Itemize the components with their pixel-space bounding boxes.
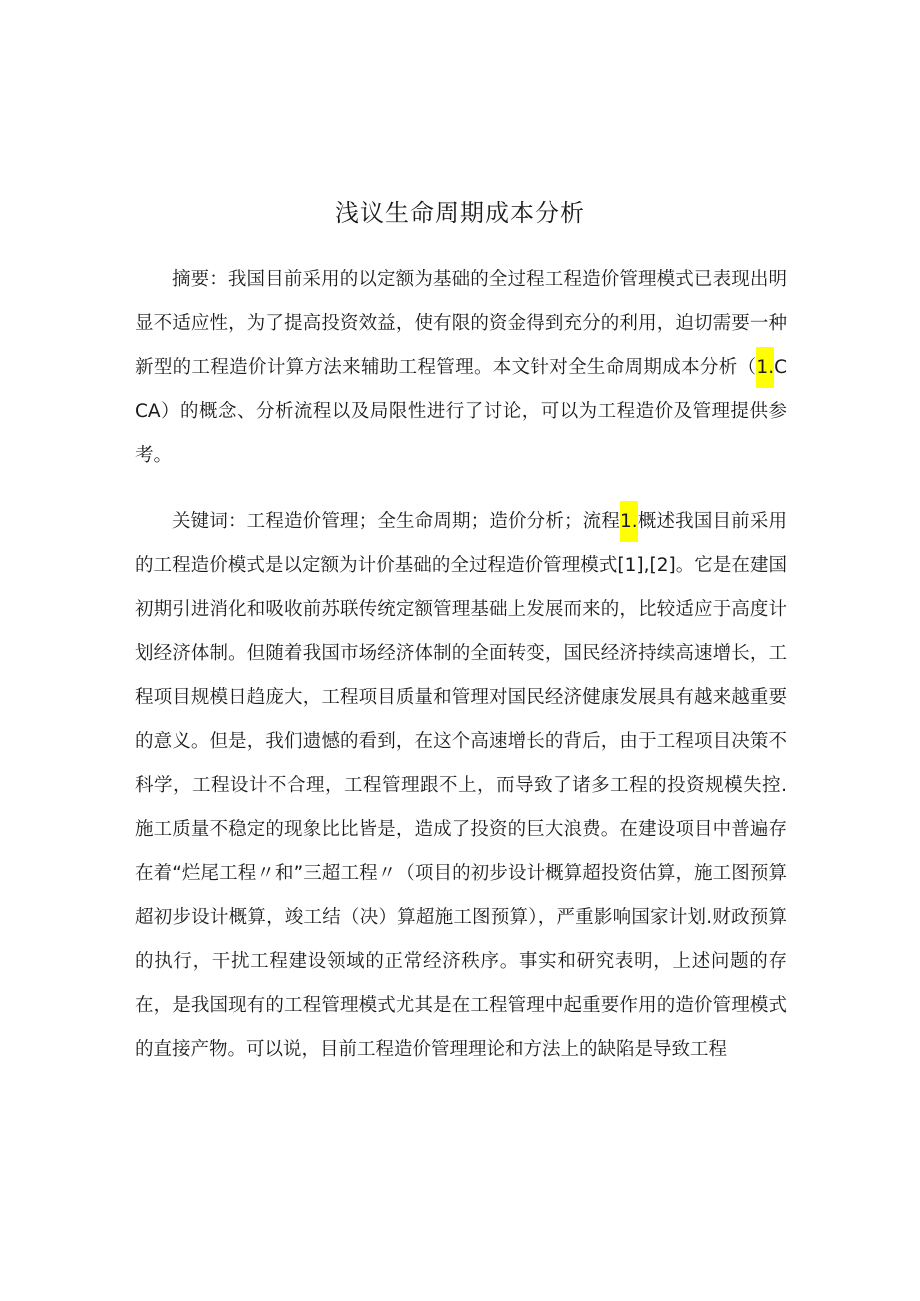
abstract-highlight: 1. (756, 347, 774, 388)
keywords-body-paragraph (135, 500, 787, 1072)
keywords-text: 关键词：工程造价管理；全生命周期；造价分析；流程 (172, 511, 620, 532)
document-title: 浅议生命周期成本分析 (335, 199, 585, 227)
abstract-paragraph (135, 258, 787, 478)
abstract-text-part-1: 摘要：我国目前采用的以定额为基础的全过程工程造价管理模式已表现出明显不适应性，为了提高投资效益，使有限的资金得到充分的利用，迫切需要一种新型的工程造价计算方法来辅助工程管理。本文针对全生命周期成本分析（ (135, 269, 787, 378)
section-number-highlight: 1. (620, 501, 638, 542)
body-text: 概述我国目前采用的工程造价模式是以定额为计价基础的全过程造价管理模式[1],[2]。它是在建国初期引进消化和吸收前苏联传统定额管理基础上发展而来的，比较适应于高度计划经济体制。但随着我国市场经济体制的全面转变，国民经济持续高速增长，工程项目规模日趋庞大，工程项目质量和管理对国民经济健康发展具有越来越重要的意义。但是，我们遗憾的看到，在这个高速增长的背后，由于工程项目决策不科学，工程设计不合理，工程管理跟不上，而导致了诸多工程的投资规模失控.施工质量不稳定的现象比比皆是，造成了投资的巨大浪费。在建设项目中普遍存在着“烂尾工程〃和”三超工程〃（项目的初步设计概算超投资估算，施工图预算超初步设计概算，竣工结（决）算超施工图预算），严重影响国家计划.财政预算的执行，干扰工程建设领域的正常经济秩序。事实和研究表明，上述问题的存在，是我国现有的工程管理模式尤其是在工程管理中起重要作用的造价管理模式的直接产物。可以说，目前工程造价管理理论和方法上的缺陷是导致工程 (135, 511, 787, 1060)
abstract-text-part-2: CCA）的概念、分析流程以及局限性进行了讨论，可以为工程造价及管理提供参考。 (135, 357, 787, 466)
